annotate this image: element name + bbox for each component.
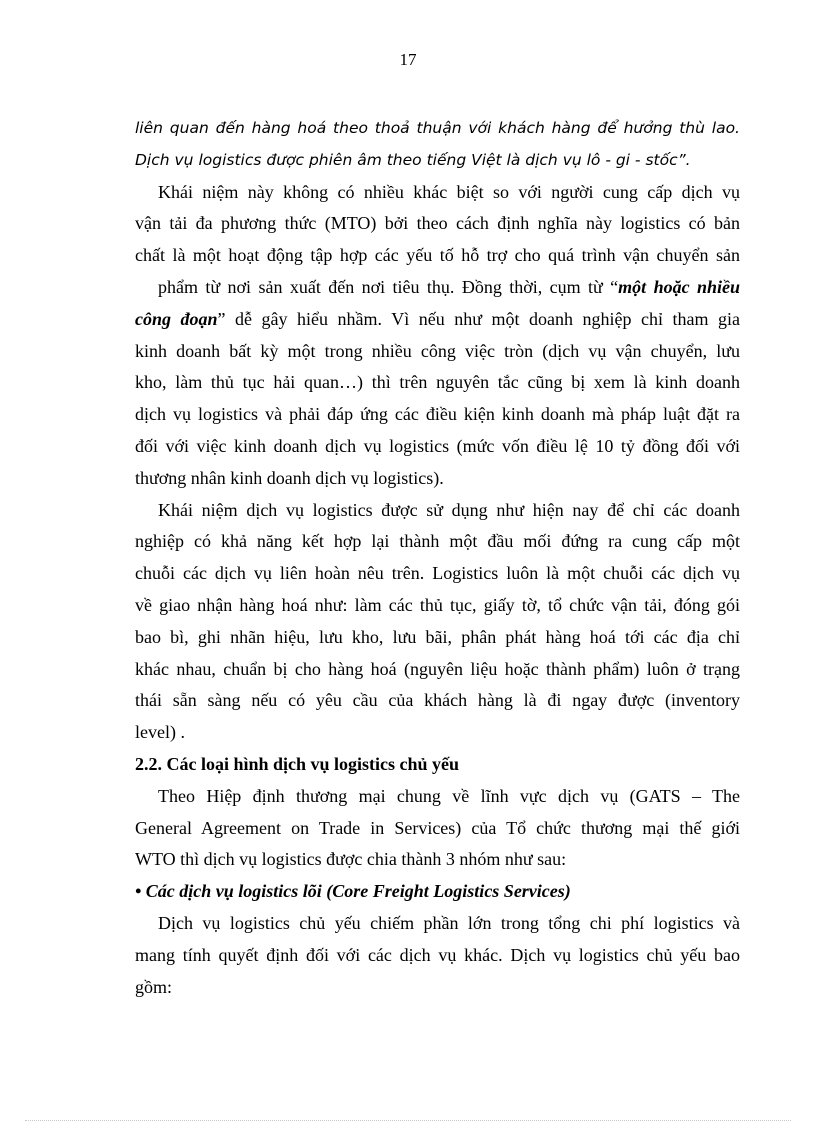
text-line: General Agreement on Trade in Services) của Tổ chức thương mại thế giới bbox=[135, 817, 740, 838]
text-line: liên quan đến hàng hoá theo thoả thuận với khách hàng để hưởng thù lao. bbox=[135, 119, 740, 137]
text-segment: phẩm từ nơi sản xuất đến nơi tiêu thụ. Đồng thời, cụm từ “ bbox=[158, 276, 619, 297]
text-line bbox=[135, 304, 740, 336]
text-line: level) . bbox=[135, 722, 185, 743]
text-line: kho, làm thủ tục hải quan…) thì trên nguyên tắc cũng bị xem là kinh doanh bbox=[135, 372, 740, 393]
text-line: Khái niệm này không có nhiều khác biệt so với người cung cấp dịch vụ bbox=[158, 181, 740, 202]
text-line: dịch vụ logistics và phải đáp ứng các điều kiện kinh doanh mà pháp luật đặt ra bbox=[135, 404, 740, 425]
text-line: Theo Hiệp định thương mại chung về lĩnh vực dịch vụ (GATS – The bbox=[158, 785, 740, 806]
text-line: WTO thì dịch vụ logistics được chia thành 3 nhóm như sau: bbox=[135, 849, 567, 870]
text-line bbox=[135, 272, 740, 304]
text-line: bao bì, ghi nhãn hiệu, lưu kho, lưu bãi, phân phát hàng hoá tới các địa chỉ bbox=[135, 626, 740, 647]
text-line: vận tải đa phương thức (MTO) bởi theo cách định nghĩa này logistics có bản bbox=[135, 213, 740, 234]
page-bottom-rule bbox=[25, 1120, 791, 1121]
text-line: Dịch vụ logistics chủ yếu chiếm phần lớn trong tổng chi phí logistics và bbox=[158, 912, 740, 933]
text-line: Khái niệm dịch vụ logistics được sử dụng như hiện nay để chỉ các doanh bbox=[158, 499, 740, 520]
text-line: mang tính quyết định đối với các dịch vụ khác. Dịch vụ logistics chủ yếu bao bbox=[135, 944, 740, 965]
document-body bbox=[135, 113, 740, 1003]
page-number: 17 bbox=[399, 50, 417, 69]
text-line: kinh doanh bất kỳ một trong nhiều công việc tròn (dịch vụ vận chuyển, lưu bbox=[135, 340, 740, 361]
text-line: nghiệp có khả năng kết hợp lại thành một đầu mối đứng ra cung cấp một bbox=[135, 531, 740, 552]
text-line: thái sẵn sàng nếu có yêu cầu của khách hàng là đi ngay được (inventory bbox=[135, 690, 740, 711]
text-line: khác nhau, chuẩn bị cho hàng hoá (nguyên liệu hoặc thành phẩm) luôn ở trạng bbox=[135, 658, 740, 679]
text-line: chất là một hoạt động tập hợp các yếu tố hỗ trợ cho quá trình vận chuyển sản bbox=[135, 245, 740, 266]
text-line: thương nhân kinh doanh dịch vụ logistics). bbox=[135, 467, 444, 488]
text-line: Dịch vụ logistics được phiên âm theo tiếng Việt là dịch vụ lô - gi - stốc”. bbox=[135, 150, 691, 169]
emphasis-text: công đoạn bbox=[135, 308, 218, 329]
text-line: gồm: bbox=[135, 976, 173, 997]
emphasis-text: một hoặc nhiều bbox=[618, 276, 740, 297]
text-line: chuỗi các dịch vụ liên hoàn nêu trên. Logistics luôn là một chuỗi các dịch vụ bbox=[135, 563, 740, 584]
section-heading: 2.2. Các loại hình dịch vụ logistics chủ yếu bbox=[135, 753, 460, 774]
text-segment: ” dễ gây hiểu nhầm. Vì nếu như một doanh nghiệp chỉ tham gia bbox=[217, 308, 740, 329]
text-line: đối với việc kinh doanh dịch vụ logistics (mức vốn điều lệ 10 tỷ đồng đối với bbox=[135, 435, 740, 456]
text-line: về giao nhận hàng hoá như: làm các thủ tục, giấy tờ, tổ chức vận tải, đóng gói bbox=[135, 594, 740, 615]
bullet-heading: • Các dịch vụ logistics lõi (Core Freight Logistics Services) bbox=[135, 881, 571, 902]
